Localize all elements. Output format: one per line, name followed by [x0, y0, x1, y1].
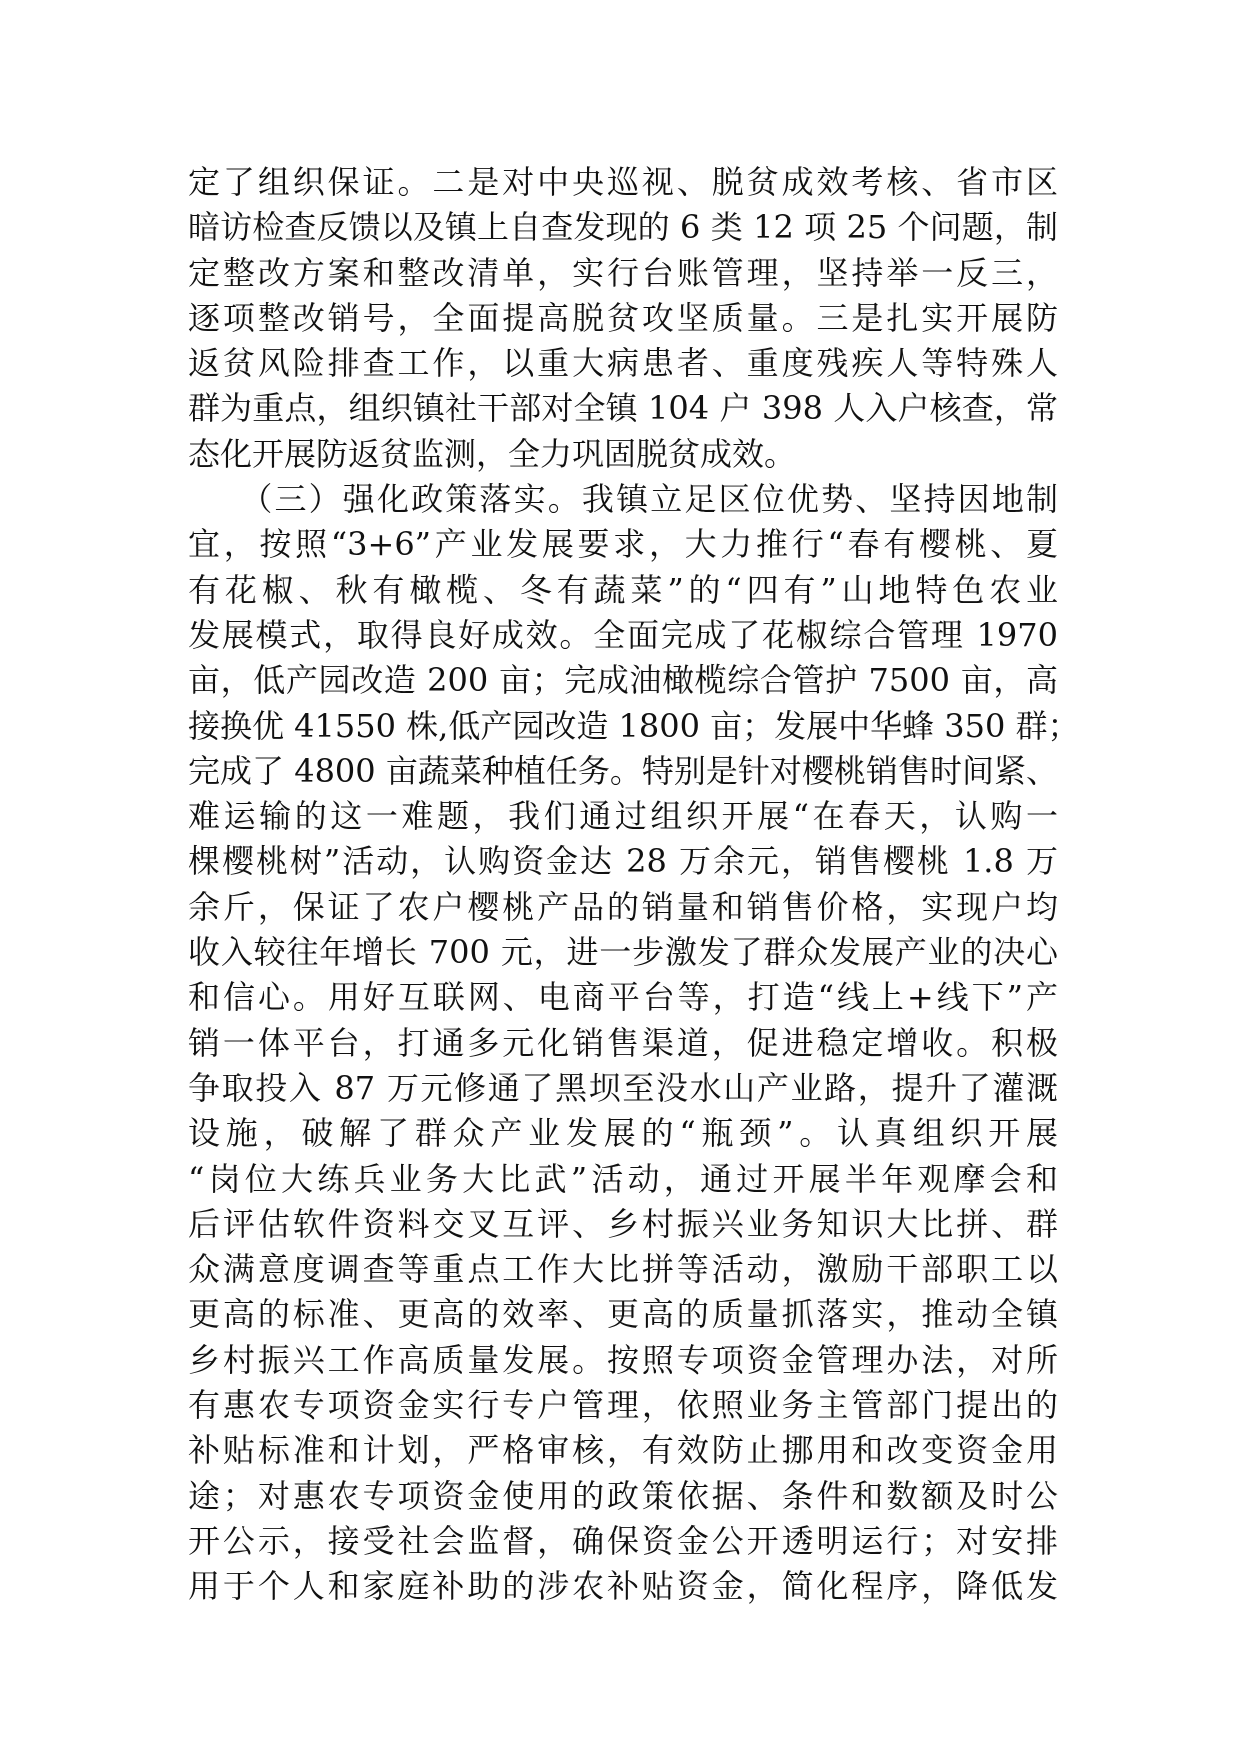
text-line: 争取投入 87 万元修通了黑坝至没水山产业路，提升了灌溉 [188, 1068, 1058, 1107]
text-line: 更高的标准、更高的效率、更高的质量抓落实，推动全镇 [188, 1295, 1058, 1334]
text-line: 定整改方案和整改清单，实行台账管理，坚持举一反三， [188, 253, 1058, 292]
text-line: 途；对惠农专项资金使用的政策依据、条件和数额及时公 [188, 1476, 1058, 1515]
text-line: 后评估软件资料交叉互评、乡村振兴业务知识大比拼、群 [188, 1204, 1058, 1243]
text-line: 难运输的这一难题，我们通过组织开展“在春天，认购一 [188, 797, 1058, 836]
text-line: 和信心。用好互联网、电商平台等，打造“线上+线下”产 [188, 978, 1058, 1017]
text-line: 众满意度调查等重点工作大比拼等活动，激励干部职工以 [188, 1250, 1058, 1289]
text-line: 销一体平台，打通多元化销售渠道，促进稳定增收。积极 [188, 1023, 1058, 1062]
section-heading-line: （三）强化政策落实。我镇立足区位优势、坚持因地制 [188, 480, 1058, 519]
text-line: 乡村振兴工作高质量发展。按照专项资金管理办法，对所 [188, 1340, 1058, 1379]
document-body [188, 160, 1080, 1610]
text-line: 余斤，保证了农户樱桃产品的销量和销售价格，实现户均 [188, 887, 1058, 926]
text-line: 完成了 4800 亩蔬菜种植任务。特别是针对樱桃销售时间紧、 [188, 751, 1058, 790]
text-line: 定了组织保证。二是对中央巡视、脱贫成效考核、省市区 [188, 163, 1058, 201]
text-line: 收入较往年增长 700 元，进一步激发了群众发展产业的决心 [188, 933, 1058, 972]
text-line: 接换优 41550 株,低产园改造 1800 亩；发展中华蜂 350 群； [188, 706, 1080, 745]
text-line: 开公示，接受社会监督，确保资金公开透明运行；对安排 [188, 1521, 1058, 1560]
text-line: 暗访检查反馈以及镇上自查发现的 6 类 12 项 25 个问题，制 [188, 208, 1058, 247]
text-line: 态化开展防返贫监测，全力巩固脱贫成效。 [188, 434, 797, 473]
text-line: 宜，按照“3+6”产业发展要求，大力推行“春有樱桃、夏 [188, 525, 1058, 564]
text-line: 返贫风险排查工作，以重大病患者、重度残疾人等特殊人 [188, 344, 1058, 383]
text-line: 用于个人和家庭补助的涉农补贴资金，简化程序，降低发 [188, 1567, 1058, 1606]
text-line: 逐项整改销号，全面提高脱贫攻坚质量。三是扎实开展防 [188, 298, 1058, 337]
text-line: 设施，破解了群众产业发展的“瓶颈”。认真组织开展 [188, 1114, 1058, 1153]
text-line: 发展模式，取得良好成效。全面完成了花椒综合管理 1970 [188, 615, 1058, 654]
text-line: 有惠农专项资金实行专户管理，依照业务主管部门提出的 [188, 1386, 1058, 1425]
text-line: 棵樱桃树”活动，认购资金达 28 万余元，销售樱桃 1.8 万 [188, 842, 1058, 881]
text-line: 补贴标准和计划，严格审核，有效防止挪用和改变资金用 [188, 1431, 1058, 1470]
text-line: 亩，低产园改造 200 亩；完成油橄榄综合管护 7500 亩，高 [188, 661, 1058, 700]
text-line: 群为重点，组织镇社干部对全镇 104 户 398 人入户核查，常 [188, 389, 1058, 428]
text-line: 有花椒、秋有橄榄、冬有蔬菜”的“四有”山地特色农业 [188, 570, 1058, 609]
text-line: “岗位大练兵业务大比武”活动，通过开展半年观摩会和 [188, 1159, 1058, 1198]
